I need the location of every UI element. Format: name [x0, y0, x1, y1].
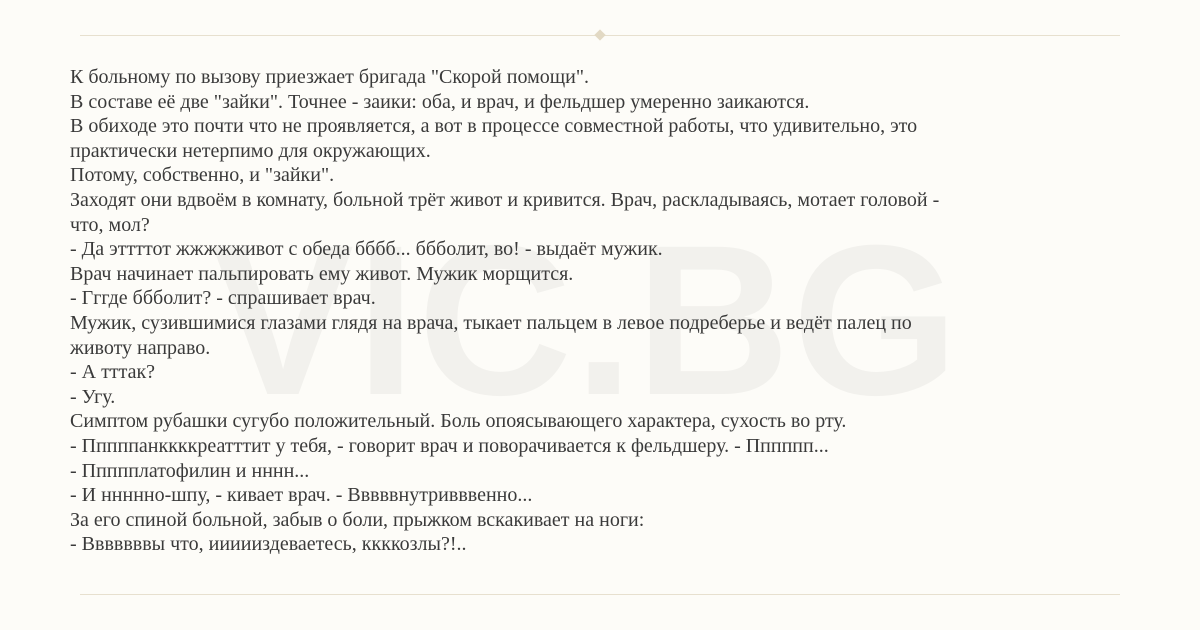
story-line: За его спиной больной, забыв о боли, прыжком вскакивает на ноги: [70, 508, 645, 531]
story-line: - Пппппанккккреатттит у тебя, - говорит врач и поворачивается к фельдшеру. - Пппппп... [70, 434, 829, 457]
story-line: - Вввввввы что, иииииздеваетесь, ккккозлы?!.. [70, 533, 467, 556]
story-line: Мужик, сузившимися глазами глядя на врача, тыкает пальцем в левое подреберье и ведёт палец по [70, 311, 912, 334]
story-text [70, 65, 1140, 557]
story-line: практически нетерпимо для окружающих. [70, 139, 431, 162]
story-line: - Да эттттот жжжжживот с обеда бббб... ббболит, во! - выдаёт мужик. [70, 238, 663, 261]
story-line: что, мол? [70, 213, 150, 236]
story-line: Симптом рубашки сугубо положительный. Боль опоясывающего характера, сухость во рту. [70, 410, 847, 433]
story-line: животу направо. [70, 336, 211, 359]
story-line: - И ннннно-шпу, - кивает врач. - Вввввнутривввенно... [70, 484, 533, 507]
story-line: К больному по вызову приезжает бригада "Скорой помощи". [70, 66, 590, 88]
story-line: - Угу. [70, 385, 116, 408]
divider-ornament-icon [594, 29, 605, 40]
story-line: - А тттак? [70, 361, 156, 384]
story-line: Врач начинает пальпировать ему живот. Мужик морщится. [70, 262, 574, 285]
story-line: В обиходе это почти что не проявляется, а вот в процессе совместной работы, что удивительно, это [70, 115, 918, 138]
story-line: - Гггде ббболит? - спрашивает врач. [70, 287, 376, 310]
story-line: В составе её две "зайки". Точнее - заики: оба, и врач, и фельдшер умеренно заикаются. [70, 90, 810, 113]
story-line: Потому, собственно, и "зайки". [70, 164, 335, 187]
story-line: - Ппппплатофилин и нннн... [70, 459, 310, 482]
story-line: Заходят они вдвоём в комнату, больной трёт живот и кривится. Врач, раскладываясь, мотает головой - [70, 188, 940, 211]
bottom-divider [80, 594, 1120, 595]
